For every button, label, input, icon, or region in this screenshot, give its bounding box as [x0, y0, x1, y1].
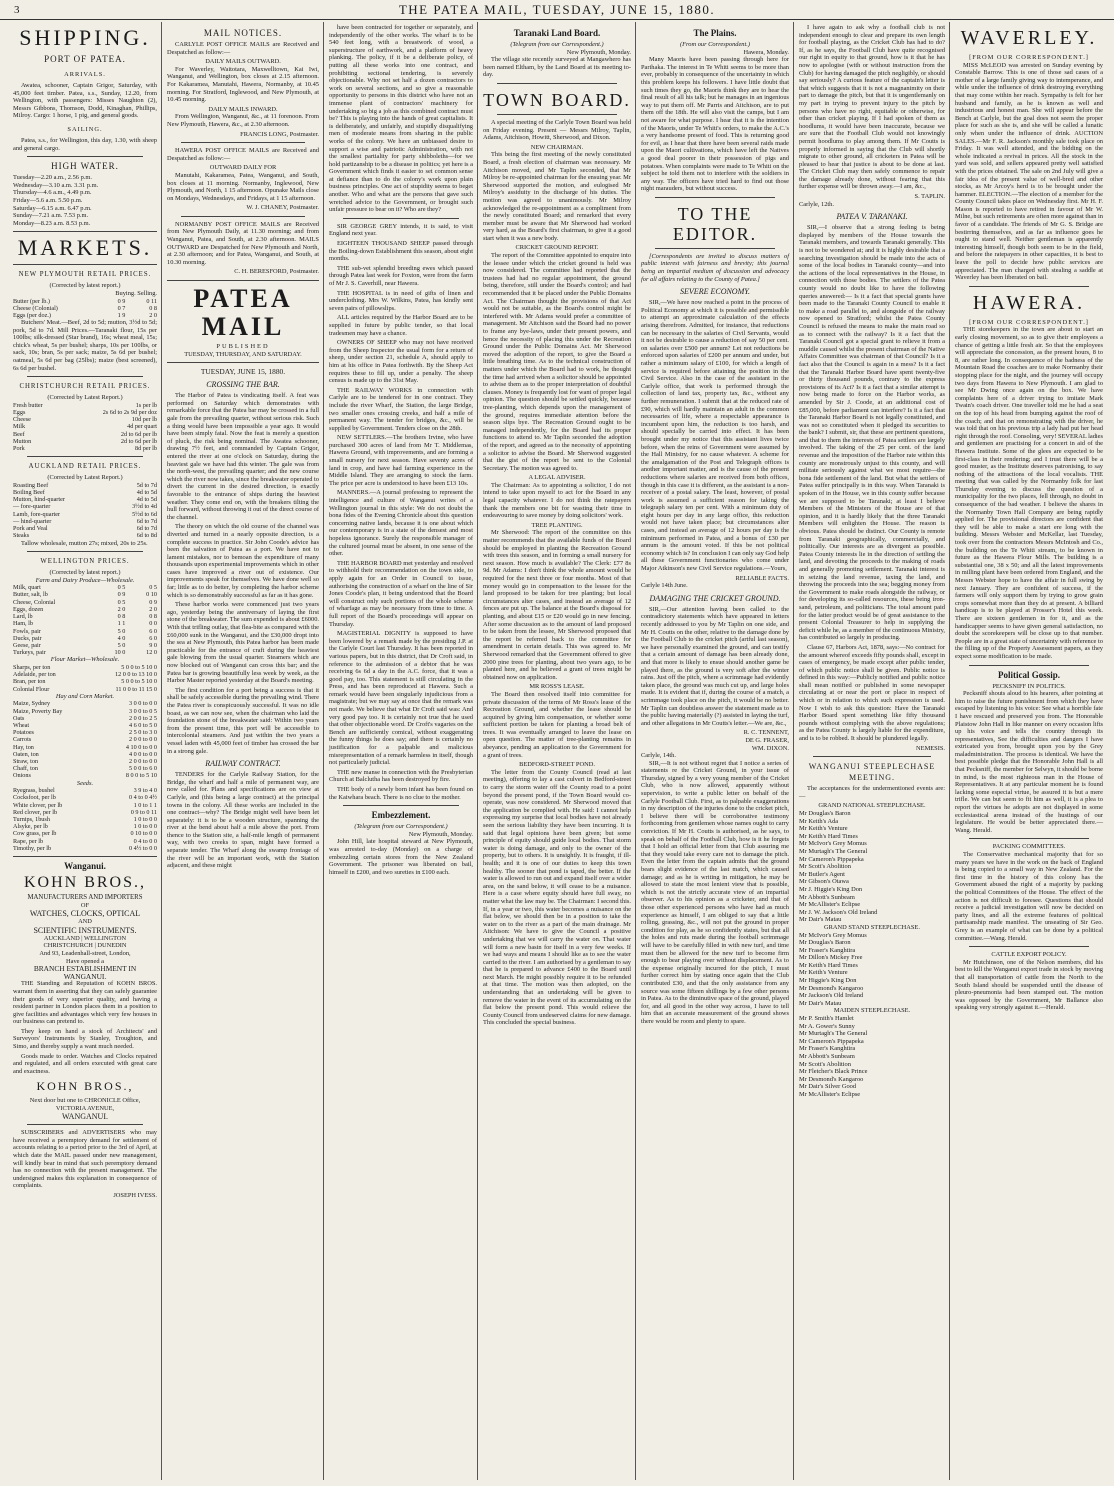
- table-row: Colonial Flour 11 0 0 to 11 15 0: [13, 685, 157, 693]
- embezzlement-heading: Embezzlement.: [371, 810, 431, 821]
- divider: [343, 218, 459, 219]
- list-item: Mr Cameron's Pippapeka: [799, 855, 864, 863]
- table-row: Cheese, Colonial 0 5 0 9: [13, 598, 157, 606]
- list-item: Mr Gibson's Otawa: [799, 878, 849, 886]
- np-retail-text: Butchers' Meat.—Beef, 2d to 5d; mutton, 3½d to 5d; pork, 5d to 7d. Mill Prices.—Taranaki flour, 15s per 100lbs; silk-dressed (Star brand), 16s; wheat meal, 15s; chick's wheat, 5s per bushel; sharps, 10s per 100lbs, or sack, 10s; bran, 5s per sack; maize, 5s 6d per bushel; oatmeal, 5s 6d per bag (25lbs); maize (best screened), 6s 6d per bushel.: [13, 319, 157, 372]
- pvt-paragraph: SIR,—I observe that a strong feeling is being displayed by members of the House towards the Taranaki members, and towards Taranaki generally. This is not to be wondered at; and it is highly desirable that a searching investigation should be made into the acts of some of the local bodies in Taranaki county—and into the actions of the local representatives in the House, in connection with those bodies. The settlers of the Patea county would no doubt like to have the following queries answered:— Is it a fact that special grants have been made to the Taranaki County Council to enable it to make a road parallel to, and alongside of the railway now opened to Stratford; whilst the Patea County Council is refused the means to make the main road so as to connect with the railway? Is it a fact that the Taranaki Council got a special grant to relieve it from a muddle caused whilst the present chairman of the Native Affairs Committee was chairman of that Council? Is it a fact also that the Council is again in a mess? Is it a fact that the Taranaki Harbor Board have spent twenty-five or thirty thousand pounds, contrary to the express provisions of its Act? Is it a fact that a similar attempt is now being made to force on the Harbor works, as amended by Sir J. Coode, at an additional cost of £85,000, before parliament can interfere? Is it a fact that the Taranaki Harbor Board is not legally constituted, and was not so constituted when it pledged its securities to the bank? I submit, sir, that these are pertinent questions, and that to them the interests of Patea settlers are largely involved. The taking of the 25 per cent. of the land revenue and the imposition of the Harbor rate within this county are monstrously unjust to this county, and will militate seriously against what we most require—the bona fide settlement of the land. But what the settlers of Patea suffer principally is in this way. When Taranaki is spoken of in the House, we in this county suffer because we are supposed to be Taranaki; at least I believe Members of the Ministers of the House are of that opinion, and it is hardly likely that the three Taranaki Members will enlighten the House. The reason is obvious. Patea should be distinct. Our County is remote from Taranaki geographically, commercially, and politically. Our interests are as divergent as possible. Patea County interests lie in the direction of settling the land, and devoting the proceeds to the making of roads and generally promoting settlement. Taranaki interest is in seizing the land revenue, taxing the land, and throwing the proceeds into the sea; begging money from the Government to make roads alongside the railway, or for developing its so-called resources, these being iron-sand, petroleum, and politicians. The total amount paid for the latter product would be of great assistance to the present Colonial Treasurer to help in supplying the deficit while he, as a member of the continuous Ministry, has contributed so largely in producing.: [799, 224, 946, 642]
- table-row: Cheese 10d per lb: [13, 416, 157, 424]
- auck-retail-text: Tallow wholesale, mutton 27s; mixed, 20s to 25s.: [21, 539, 148, 547]
- wanganui-heading: Wanganui.: [64, 860, 106, 871]
- table-row: Maize, Poverty Bay 3 0 0 to 0 5: [13, 707, 157, 715]
- table-row: Mutton 2d to 6d per lb: [13, 437, 157, 445]
- damaging-paragraph: SIR,—It is not without regret that I notice a series of statements re the Cricket Ground, in your issue of Thursday, signed by a very young member of the Cricket Club, who is now allowed, apparently without supervision, to write a public letter on behalf of the Carlyle Football Club. First, as to palpable exaggerations in my description of the injuries done to the cricket pitch, I believe there will be corroborative testimony forthcoming from gentlemen whose names ought to carry conviction. If Mr H. Coutts is authorised, as he says, to speak on behalf of the Football Club, how is it he forgets that I hold an official letter from that Club assuring me that they would take every care not to damage the pitch. Even the letter from the captain admits that the ground bears slight evidence of the last match, which caused damage; and as he is writing in mitigation, he may be allowed to state the most lenient view that is possible, which is not the strictly accurate view of an impartial observer. As to his opinion as a cricketer, and that of those other experienced persons who have had as much experience as himself, I am obliged to say that a little rolling, grassing, &c., will not put the ground in proper condition for play, as he so confidently states, but that all the holes and ruts made during the football scrimmage will have to be carefully filled in with new turf, and time must then be allowed for the new turf to become firm enough to bear playing over without displacement. As to the expense originally incurred for the pitch, I must further correct him by stating once again that the Club contributed £30, and that the only assistance from any source was some fifteen shillings by a few other persons in Patea. As to the diminutive space of the ground, played for, and all good in the other way across, I have to tell him that an accurate measurement of the ground shows there would be room and plenty to spare.: [641, 759, 789, 1025]
- hay-table: [13, 700, 157, 779]
- list-item: Mr McIvor's Grey Momus: [799, 931, 867, 939]
- high-water-line: Saturday—6.15 a.m. 6.47 p.m.: [13, 204, 92, 212]
- damaging-sign: WM. DIXON.: [751, 744, 789, 752]
- auck-retail-table: [13, 482, 157, 540]
- tb-paragraph: A special meeting of the Carlyle Town Board was held on Friday evening. Present — Messrs Milroy, Taplin, Adams, Aitchison, Howitt, Sherwood, and Dixon.: [483, 118, 631, 142]
- list-item: Mr Murtagh's The General: [799, 1030, 868, 1038]
- kohn-sub: WATCHES, CLOCKS, OPTICAL: [29, 909, 141, 919]
- table-row: Steaks 6d to 8d: [13, 532, 157, 540]
- packing-heading: PACKING COMMITTEES.: [992, 843, 1066, 851]
- wsm-heading: WANGANUI STEEPLECHASE MEETING.: [808, 762, 936, 783]
- pvt-paragraph: Clause 67, Harbors Act, 1878, says:—No contract for the amount whereof exceeds fifty pounds shall, except in cases of emergency, be made except after public tender, of which public notice shall be given. Public notice is defined in this way:—Publicly notified and public notice shall mean notified or published in some newspaper circulating at or near the port or place in respect of which or in relation to which such expression is used. Now I wish to ask this question: Have the Taranaki Harbor Board spent something like fifty thousand pounds without complying with the above regulations; as the Patea County is largely liable for the expenditure, and is to be robbed. It should be plundered legally.: [799, 643, 945, 743]
- divider: [167, 280, 319, 281]
- np-retail-table: [13, 298, 157, 320]
- embezzlement-sub: (Telegram from our Correspondent.): [354, 823, 448, 831]
- hawera-out-heading: OUTWARD DAILY FOR: [209, 164, 277, 172]
- seeds-heading: Seeds.: [76, 779, 94, 787]
- table-row: Maize, Sydney 3 0 0 to 0 0: [13, 700, 157, 708]
- packing-paragraph: The Conservative mechanical majority that for so many years we have in the work on the back of England is being copied to a small way in New Zealand. For the first time in the history of this colony has the Government abused the right of a majority by packing the political Committees of the House. The effect of the action is not difficult to foresee. Questions that should receive a judicial investigation will now be decided on party lines, and all the extreme features of political partisanship made manifest. The unseating of Sir Geo. Grey is an example of what can be done by a political committee.—Wang. Herald.: [955, 851, 1103, 942]
- kohn-sub: BRANCH ESTABLISHMENT IN WANGANUI.: [33, 964, 137, 981]
- news-item: SIR GEORGE GREY intends, it is said, to visit England next year.: [329, 222, 473, 238]
- railway-paragraph: TENDERS for the Carlyle Railway Station, for the Bridge, the wharf and half a mile of permanent way, are now called for. Plans and specifications are on view at Carlyle, and (this being a large contract) at the principal towns in the colony. All these works are included in the one contract—why? The Bridge might well have been let separately: it is to be a wooden structure, spanning the river at the bend about half a mile above the port. From thence to the Station site, a half-mile length of permanent way, with two creeks to span, might have formed a separate tender. The Wharf along the swamp frontage of the river will be an important work, with the Station adjacent, and these might: [167, 771, 319, 870]
- damaging-sign: DE G. FRASER,: [745, 736, 789, 744]
- news-item: EIGHTEEN THOUSAND SHEEP passed through the Boiling-down Establishment this season, about eight months.: [329, 240, 473, 263]
- table-row: Eggs (per doz.) 1 9 2 0: [13, 311, 157, 319]
- pecksniff-heading: PECKSNIFF IN POLITICS.: [992, 682, 1066, 690]
- tb-subhead: BEDFORD-STREET POND.: [519, 761, 595, 769]
- divider: [497, 83, 617, 84]
- hawera-paragraph: THE storekeepers in the town are about to start an early closing movement, so as to give their employees a chance of getting a little fresh air. So that the employees will appreciate the concession, as the present hours, 8 to 8, are rather long. In consequence of the badness of the Mountain Road the coaches are to make Normanby their stopping place for the night, and the journey will occupy two days from Hawera to New Plymouth. I am glad to see Mr Dwing once again on the box. We have complaints here of a driver trying to imitate Mark Twain's coach driver. One traveller told me he had a seat on the top of his head from bumping against the roof of the coach; and that on remonstrating with the driver, he was told that on his previous trip a lady had put her head right through the roof. Consoling, very! SEVERAL ladies and gentlemen are practising for a concert in aid of the Hawera Institute. Some of the glees are expected to be first-class in their rendering; and I trust there will be a good muster, as the Institute deserves patronising, to say nothing of the attractions of the local vocalists. THE meeting that was called by the Normanby folk for last Thursday evening to discuss the question of a municipality for the two places, fell through, no doubt in consequence of the bad weather. I believe the shares in the Normanby Town Hall Company are being rapidly applied for. The provisional directors are confident that they will be able to make a start ere long with the building. Messrs Webster and McKellar, last Tuesday, took over from the contractors Messrs McIntosh and Co., the building on the Te Whiti stream, to be known in future as the Hawera Flour Mills. The building is a substantial one, 38 x 50; and all the latest improvements in milling plant have been ordered from England, and the Messrs Webster hope to have the affair in full swing by next January. They are confident of success, if the farmers will only support them by trying to grow grain crops somewhat more than they do at present. A billiard handicap is to be played at Prosser's Hotel this week. There are sixteen gentlemen in for it, and as the handicapper seems to have given general satisfaction, no doubt the scorekeepers will be close up to that number. People are in a great state of uncertainty with reference to the filling up of the Property Assessment papers, as they expect some modification to be made.: [955, 326, 1103, 660]
- table-row: Roasting Beef 5d to 7d: [13, 481, 157, 489]
- auck-retail-sub: (Corrected by Latest Report.): [47, 474, 123, 482]
- column-5: [638, 24, 792, 1478]
- list-item: Mr Dillon's Mickey Free: [799, 954, 863, 962]
- list-item: Mr Fletcher's Black Prince: [799, 1068, 868, 1076]
- ch-retail-heading: CHRISTCHURCH RETAIL PRICES.: [19, 383, 151, 391]
- divider: [13, 264, 157, 265]
- daily-in-sign: FRANCIS LONG, Postmaster.: [240, 130, 319, 138]
- masthead: [0, 0, 1114, 20]
- kohn-footer-line: WANGANUI.: [62, 1111, 108, 1121]
- column-rule: [793, 22, 794, 1480]
- table-row: Milk, quart 0 5 0 5: [13, 584, 157, 592]
- news-item: ALL articles required by the Harbor Board are to be supplied in future by public tender, so that local tradesmen may have a chance.: [329, 314, 473, 337]
- high-water-line: Monday—8.23 a.m. 8.53 p.m.: [13, 219, 91, 227]
- list-item: Mr Jackson's Old Ireland: [799, 992, 864, 1000]
- table-row: Beef 2d to 6d per lb: [13, 430, 157, 438]
- divider: [27, 376, 143, 377]
- well-sub: (Corrected by latest report.): [49, 569, 121, 577]
- table-row: Lamb, fore-quarter 5½d to 6d: [13, 510, 157, 518]
- divider: [13, 856, 157, 857]
- political-gossip-heading: Political Gossip.: [997, 669, 1060, 680]
- column-rule: [635, 22, 636, 1480]
- severe-heading: SEVERE ECONOMY.: [680, 287, 750, 297]
- arrivals-heading: ARRIVALS.: [64, 71, 106, 78]
- column-rule: [323, 22, 324, 1480]
- severe-sign: RELIABLE FACTS.: [735, 574, 789, 582]
- divider: [969, 665, 1089, 666]
- column-rule: [949, 22, 950, 1480]
- kohn-sub: AND: [78, 918, 92, 926]
- table-row: Potatoes 2 5 0 to 3 0: [13, 729, 157, 737]
- port-heading: PORT OF PATEA.: [44, 54, 126, 64]
- letter-paragraph: I have again to ask why a football club is not independent enough to clear and prepare its own length for football playing, as the Cricket Club has had to do? If, as he says, the Football Club have quite recognised our right in equity to that ground, how is it that he has now to apologise (with or without instruction from the Club) for having damaged the pitch negligibly, or should say seriously? A curious feature of the captain's letter is that which suggests that it is not a magnanimity on their part to damage the pitch, but that it is ungentlemanly on my part in trying to prevent injury to the pitch by persons who have no right, equitable or otherwise, for other than cricket playing. If I had spoken of them as hoodlums, it would have been inaccurate, because we are sure that the Football Club would not knowingly permit hoodlums to play among them. If Mr Coutts is properly informed in saying that the Club will shortly migrate to other ground, all cricketers in Patea will be pleased to hear that justice is about to be done at last. The Cricket Club may then safely commence to repair the damage already done, without fearing that this further expense will be thrown away.—I am, &c.,: [799, 24, 945, 191]
- divider: [181, 142, 305, 143]
- daily-in-heading: DAILY MAILS INWARD.: [208, 105, 278, 113]
- ch-retail-table: [13, 402, 157, 452]
- list-item: Mr Abbott's Sunbeam: [799, 1053, 855, 1060]
- normanby-mail-text: NORMANBY POST OFFICE MAILS are Received from New Plymouth Daily, at 11.30 morning; and from Wanganui, Patea, and South, at 2.30 afternoon. MAILS OUTWARD are Despatched for New Plymouth and North, at 2.30 afternoon; and for Patea, Wanganui, and South, at 10.30 morning.: [167, 220, 319, 266]
- pecksniff-paragraph: Pecksniff shouts aloud to his hearers, after pointing at him to raise the future punishment from which they have escaped by listening to his voice: See what a horrible fate I have rescued and preserved you from. The Honorable Plaistow John Hall in like manner on every occasion lifts up his voice and tells the country through its representatives, See the difficulties and dangers I have extricated you from, brought upon you by the Grey maladministration. The process is identical. We have the best possible pledge that the Honorable John Hall is all that Pecksniff, the member for Selwyn, it should be borne in mind, is the most righteous man in the House of Representatives. It at any particular moment he is found lacking some especial virtue, be assured it is but a mere trifle. We can but seem to fit him as well, it is a plea to report the virtues he adopts are not displayed in some ecclesiastical arena instead of the hustings of our legislature. He would be better appreciated there.—Wang. Herald.: [955, 690, 1103, 834]
- column-rule: [477, 22, 478, 1480]
- list-item: Mr J. W. Jackson's Old Ireland: [799, 908, 878, 916]
- seeds-table: [13, 787, 157, 852]
- table-row: Butter (per lb.) 0 9 0 11: [13, 297, 157, 305]
- table-row: Eggs 2s 6d to 2s 9d per doz: [13, 409, 157, 417]
- list-item: Mr Abbott's Sunbeam: [799, 893, 855, 901]
- table-row: Boiling Beef 4d to 5d: [13, 489, 157, 497]
- flour-heading: Flour Market—Wholesale.: [50, 656, 120, 664]
- crossing-paragraph: The Harbor of Patea is vindicating itself. A feat was performed on Saturday which demonstrates with remarkable force that the Patea bar may be crossed in a full gale from the prevailing quarter, without serious risk. Such a thing would have been impossible a year ago. It would have been simply fatal. Now the feat is merely a question of pluck, the risk being nominal. The Awatea schooner, drawing 7½ feet, and commanded by Captain Grigor, entered the river at one o'clock on Saturday, during the heaviest gale we have had this winter. The gale was from the north-west, the prevailing quarter; and the new course which the river now takes, since the breakwater operated to divert the current in the desired direction, is exactly favorable to the entrance of ships during the heaviest weather. They come end on, with the breakers tilting the hull forward, without throwing it out of the direct course of the channel.: [167, 392, 319, 521]
- table-row: Cheese (Colonial) 0 7 0 8: [13, 304, 157, 312]
- tlb-sub: (Telegram from our Correspondent.): [510, 41, 604, 48]
- ms-list: [799, 1015, 945, 1099]
- table-row: Adelaide, per ton 12 0 0 to 13 10 0: [13, 671, 157, 679]
- column-1: [10, 24, 160, 1478]
- railway-heading: RAILWAY CONTRACT.: [205, 759, 281, 769]
- tb-paragraph: The Board then resolved itself into committee for private discussion of the terms of Mr Ross's lease of the Recreation Ground, and whether the lease should be acquired by giving him compensation, or whether some sufficient portion be taken for planting a broad belt of trees. It was eventually arranged to leave the lease on open question. The matter of tree-planting remains in abeyance, pending an application to the Government for a grant of trees.: [483, 690, 631, 759]
- news-item: MAGISTERIAL DIGNITY is supposed to have been lowered by a remark made by the presiding J.P. at the Carlyle Court last Thursday. It has been reported in various papers, but in this district, that Dr Croft said, in reference to the admission of a debtor that he was receiving 6s 6d a day in the A.C. force, that it was a good pay, too. This statement is still circulating in the Press, and has been reproduced at Hawera. Such a remark would have been singularly injudicious from a magistrate; but we may say at once that the remark was not made. We believe that what Dr Croft said was: And very good pay too. It is certainly not true that he used that other objectionable word. Dr Croft's vagaries on the Bench are sufficiently comical, without exaggerating the funny things he does say; and there is certainly no justification for a palpable and malicious misrepresentation of a remark harmless in itself, though not particularly judicial.: [329, 630, 474, 767]
- carlyle-mail-text: CARLYLE POST OFFICE MAILS are Received and Despatched as follow:—: [167, 41, 319, 56]
- well-table: [13, 584, 157, 656]
- list-item: Mr Scott's Abolition: [799, 1060, 851, 1068]
- tb-subhead: NEW CHAIRMAN.: [530, 143, 584, 151]
- np-retail-sub: (Corrected by latest report.): [49, 282, 121, 290]
- gns-list: [799, 810, 945, 924]
- arrivals-text: Awatea, schooner, Captain Grigor, Saturday, with 45,000 feet timber. Patea, s.s., Sunday, 12.20, from Wellington, with passengers: Misses Naughton (2), Messrs Gibbons, Thomson, Dodd, Kinaghan, Phillips, Milroy. Cargo: 1 horse, 1 pig, and general goods.: [13, 82, 157, 120]
- table-row: Pork 8d per lb: [13, 445, 157, 453]
- markets-heading: MARKETS.: [17, 235, 153, 261]
- np-retail-heading: NEW PLYMOUTH RETAIL PRICES.: [18, 271, 152, 279]
- subscribers-notice: SUBSCRIBERS and ADVERTISERS who may have received a peremptory demand for settlement of accounts relating to a period prior to the 3rd of April, at which date the MAIL passed under new management, will kindly bear in mind that such peremptory demand has no connection with the present management. The undersigned makes this explanation in consequence of complaints.: [13, 1129, 157, 1190]
- table-row: Lard, lb 0 8 0 8: [13, 613, 157, 621]
- table-row: Onions 8 0 0 to 5 10: [13, 772, 157, 780]
- table-row: Sharps, per ton 5 0 0 to 5 10 0: [13, 663, 157, 671]
- hay-heading: Hay and Corn Market.: [55, 692, 115, 700]
- flour-table: [13, 664, 157, 693]
- table-row: Eggs, dozen 2 0 2 0: [13, 605, 157, 613]
- kohn-sub: Have opened a: [66, 957, 104, 965]
- table-row: Oats 2 0 0 to 2 5: [13, 714, 157, 722]
- list-item: Mr Douglas's Baron: [799, 939, 851, 947]
- table-row: Butter, salt, lb 0 9 0 10: [13, 591, 157, 599]
- table-row: Oaten, ton 4 0 0 to 0 0: [13, 750, 157, 758]
- table-row: — fore-quarter 3½d to 4d: [13, 503, 157, 511]
- column-6: [796, 24, 948, 1478]
- kohn-footer-line: VICTORIA AVENUE,: [55, 1105, 115, 1113]
- list-item: Mr Desmond's Kangaroo: [799, 1075, 864, 1083]
- list-item: Mr Dair's Silver Good: [799, 1083, 857, 1091]
- tb-paragraph: The Chairman: As to appointing a solicitor, I do not intend to take upon myself to act for the Board in any legal capacity whatever. I do not think the ratepayers thank the members one bit for wasting their time in endeavouring to save money by doing solicitors' work.: [483, 481, 631, 520]
- news-item: THE RAILWAY WORKS in connection with Carlyle are to be tendered for in one contract. They include the river Wharf, the Station, the large Bridge, two smaller ones crossing creeks, and half a mile of permanent way. The tender for bridges, &c., will be supplied by Government. Tenders close on the 28th.: [329, 386, 473, 432]
- wsm-intro: The acceptances for the undermentioned events are:—: [799, 785, 945, 800]
- table-row: Timothy, per lb 0 4½ to 0 0: [13, 844, 157, 852]
- table-row: Ryegrass, bushel 3 9 to 4 0: [13, 787, 157, 795]
- divider: [969, 286, 1089, 287]
- patea-days: TUESDAY, THURSDAY, AND SATURDAY.: [184, 350, 302, 358]
- list-item: Mr McAllister's Eclipse: [799, 901, 861, 909]
- tlb-paragraph: The village site recently surveyed at Mangawhero has been named Eltham, by the Land Board at its meeting to-day.: [483, 56, 631, 79]
- hawera-out-text: Manutahi, Kakaramea, Patea, Wanganui, and South, box closes at 11 morning. Normanby, Inglewood, New Plymouth, and North, 1 15 afternoon. Opunake Mails close on Mondays, Wednesdays, and Fridays, at 1 15 afternoon.: [167, 171, 319, 202]
- tlb-heading: Taranaki Land Board.: [513, 28, 601, 38]
- news-item: NEW SETTLERS.—The brothers Irvine, who have purchased 300 acres of land from Mr T. Middlemas, Hawera Ground, with improvements, and are forming a small nursery for next season. Have seventy acres of land in crop, and have had farming experience in the Middle Island. They are arranging to stock the farm. The price per acre is understood to have been £13 10s.: [329, 434, 473, 487]
- plains-loc: Hawera, Monday.: [743, 48, 789, 56]
- table-row: Milk 4d per quart: [13, 423, 157, 431]
- gns-heading: GRAND NATIONAL STEEPLECHASE.: [818, 802, 926, 810]
- letter-loc: Carlyle, 12th.: [799, 200, 834, 208]
- severe-paragraph: SIR,—We have now reached a point in the process of Political Economy at which it is possible and permissible to attempt an approximate calculation of the effects arising therefrom. Admitted, for instance, that reductions can be necessary in the salaries of Civil Servants, would it not be desirable to cause a reduction of say 50 per cent. on salaries over £500 per annum? Let not reductions be enforced upon salaries of £200 per annum and under, but rather a minimum salary of £100, for which a length of service is required before attaining the position in the Civil Service. Also in the case of the assistant in the Carlyle office, that work is performed through the collection of land tax, property tax, &c., without any further remuneration. I submit that at the reduced rate of £90, which will hardly maintain an adult in the common necessaries of life, where a respectable appearance is incumbent upon him, the reduction is too harsh, and should specially be carried into effect. It has been brought under my notice that this assistant lives twice before, when the reins of Government were assumed by the Hall Ministry, for no cause whatever. A scheme for the amalgamation of the Post and Telegraph offices is another important matter, and is the cause of the present reductions where salaries are received from both offices, though in this case it is different, as the assistant is a non-receiver of a postal salary. The least, however, of postal work is assumed a sufficient reason for taking the telegraph salary ten per cent. With a minimum duty of eight hours per day in any large office, this reduction would not have taken place; but circumstances alter cases, and instead an average of 12 hours per day is the minimum performed in Patea, and a bonus of £30 per annum is the amount voted. If this be not political economy which is? In conclusion I can only say God help all these Government functionaries who come under Major Atkinson's new Civil Service regulations.—Yours,: [641, 299, 790, 573]
- kohn-footer-line: Next door but one to CHRONICLE Office,: [29, 1097, 141, 1105]
- high-water-line: Tuesday—2.20 a.m., 2.56 p.m.: [13, 174, 92, 182]
- list-item: Mr Murtagh's The General: [799, 847, 868, 855]
- list-item: Mr Keith's Venture: [799, 969, 848, 977]
- tb-paragraph: Mr Sherwood: The report of the committee on this matter recommends that the available funds of the Board should be employed in planting the Recreation Ground with trees this season, and in forming a small nursery for next season. How much is available? The Clerk: £77 8s 9d. Mr Adams: I don't think the whole amount would be required for the next three or four months. Most of that money would go in compensation to the lessee for the land proposed to be taken for tree planting; but local circumstances alter cases, and instead an average of 12 fences are put up. The balance at the Board's disposal for planting, and about £15 or £20 would go in new fencing. After some discussion as to the amount of land proposed to be taken from the lessee, Mr Sherwood proposed that the report be referred back to the committee for amendment in certain details. This was agreed to. Mr Sherwood remarked that the Government offered to give 2000 pine trees for planting, about two years ago, to be planted here, and he believed a grant of trees might be obtained now on application.: [483, 529, 631, 681]
- hawera-sign: W. J. CHANEY, Postmaster.: [246, 204, 319, 212]
- news-item: THE HARBOR BOARD met yesterday and resolved to withhold their recommendation on the town side, to apply again for an Order in Council to issue, authorising the construction of a wharf on the line of Sir Jones Coode's plan, it being understood that the Board will construct only such portions of the whole scheme of wharfage as may be necessary from time to time. A full report of the Board's proceedings will appear on Thursday.: [329, 559, 473, 628]
- tb-subhead: CRICKET GROUND REPORT.: [515, 244, 599, 252]
- news-item: THE new manse in connection with the Presbyterian Church at Balclutha has been destroyed by fire.: [329, 768, 473, 784]
- pvt-sign: NEMESIS.: [916, 744, 945, 752]
- divider: [181, 216, 305, 217]
- waverley-sub: [FROM OUR CORRESPONDENT.]: [969, 54, 1089, 61]
- crossing-paragraph: The first condition for a port being a success is that it shall be safely accessible during the prevailing wind. There the Patea river is conspicuously successful. It was no idle boast, as we can now see, when the chairman who laid the foundation stone of the breakwater said: Within two years from the present time, this port will be accessible to intercolonial steamers. And just within the two years a vessel laden with 45,000 feet of timber has crossed the bar in a strong gale.: [167, 686, 319, 755]
- kohn-text: They keep on hand a stock of Architects' and Surveyors' Instruments by Stanley, Troughton, and Simo, and thereby supply a want much needed.: [13, 1027, 157, 1051]
- well-sub2: Farm and Dairy Produce—Wholesale.: [35, 576, 135, 584]
- list-item: Mr Douglas's Baron: [799, 810, 851, 817]
- divider: [813, 756, 931, 757]
- table-row: Ham, lb 1 1 0 0: [13, 620, 157, 628]
- town-board-heading: TOWN BOARD.: [483, 89, 631, 110]
- list-item: Mr Dair's Matau: [799, 999, 842, 1007]
- divider: [27, 1124, 143, 1125]
- tlb-loc: New Plymouth, Monday.: [566, 48, 631, 56]
- waverley-paragraph: MISS McLEOD was arrested on Sunday evening by Constable Barrow. This is one of those sad cases of a mother of a large family giving way to intemperance, and while under the influence of drink destroying everything that may come within her reach. Sympathy is felt for her husband and family, as he is known as well and industrious and honest man. She will appear before the Bench at Carlyle, but the goal does not seem the proper place for such as she is, and she will be called a lunatic only when under the influence of drink. AUCTION SALES.—Mr F. R. Jackson's monthly sale took place on Friday. It was well attended, and the bidding on the whole indicated a revival in prices. All the stock in the yard was sold, and sellers appeared pretty well satisfied with the prices obtained. The sale on 2nd July will give a fair idea of the present value of well-bred and other stocks, as Mr Arcoy's herd is to be brought under the hammer. ELECTION.—The election of a member for the County Council takes place on Wednesday first. Mr H. F. Mason is reported to have retired in favour of Mr W. Milne, but such retirements are often more against than in favor of a candidate. The friends of Mr G. S. Bridge are bestirring themselves, and as far as influence goes he ought to stand well. Neither gentleman is apparently interesting himself, though both seem to be in the field, and before the ratepayers in other capacities, it is best to leave the poll to decide how public services are appreciated. The man charged with stealing a saddle at Waverley has been liberated on bail.: [955, 61, 1104, 282]
- list-item: Mr Desmond's Kangaroo: [799, 984, 864, 992]
- severe-loc: Carlyle 14th June.: [641, 582, 688, 590]
- column-rule: [161, 22, 162, 1480]
- shipping-heading: SHIPPING.: [19, 25, 151, 50]
- column-4: [480, 24, 634, 1478]
- kohn-sub: CHRISTCHURCH | DUNEDIN: [43, 942, 127, 950]
- table-row: Cow grass, per lb 0 10 to 0 0: [13, 830, 157, 838]
- divider: [343, 805, 459, 806]
- table-row: Ducks, pair 4 0 6 0: [13, 634, 157, 642]
- masthead-title: THE PATEA MAIL, TUESDAY, JUNE 15, 1880.: [398, 1, 716, 17]
- table-row: Alsyke, per lb 1 0 to 0 0: [13, 823, 157, 831]
- ms-heading: MAIDEN STEEPLECHASE.: [833, 1007, 911, 1015]
- table-row: Pork and Veal 6d to 7d: [13, 525, 157, 533]
- table-row: — hind-quarter 6d to 7d: [13, 517, 157, 525]
- news-item: MANNERS.—A journal professing to represent the intelligence and culture of Wanganui writes of a Wellington journal in this style: We do not doubt the bona fides of the Evening Chronicle about this question concerning native lands, because it is one about which our contemporary is in a state of the densest and most hopeless ignorance. Surely the responsible manager of the cultured journal must be absent, in one sense of the other.: [329, 489, 473, 558]
- subscribers-sign: JOSEPH IVESS.: [113, 1191, 157, 1199]
- table-row: Mutton, hind-quarter 4d to 5d: [13, 496, 157, 504]
- kohn-text: Goods made to order. Watches and Clocks repaired and regulated, and all orders executed with great care and exactness.: [13, 1052, 157, 1075]
- damaging-loc: Carlyle, 14th.: [641, 752, 676, 760]
- kohn-heading: KOHN BROS.,: [23, 873, 146, 891]
- table-row: Straw, ton 2 0 0 to 0 0: [13, 757, 157, 765]
- damaging-heading: DAMAGING THE CRICKET GROUND.: [649, 593, 781, 603]
- normanby-sign: C. H. BERESFORD, Postmaster.: [234, 268, 319, 276]
- embezzlement-loc: New Plymouth, Monday.: [408, 830, 473, 838]
- divider: [655, 248, 775, 249]
- column-2: [164, 24, 322, 1478]
- gss-list: [799, 932, 945, 1008]
- table-row: White clover, per lb 1 0 to 1 1: [13, 801, 157, 809]
- plains-heading: The Plains.: [693, 28, 737, 38]
- table-row: Turkeys, pair 10 0 12 0: [13, 649, 157, 657]
- divider: [969, 946, 1089, 947]
- editor-note: [Correspondents are invited to discuss matters of public interest with fairness and brevity; this journal being an impartial medium of discussion and advocacy for all affairs relating to the County of Patea.]: [641, 252, 789, 283]
- list-item: Mr Keith's Ada: [799, 817, 839, 825]
- high-water-line: Friday—5.6 a.m. 5.50 p.m.: [13, 196, 83, 204]
- tb-paragraph: The letter from the County Council (read at last meeting), offering to lay a cast culvert in Bedford-street to carry the storm water off the County road to a point beyond the present pond, if the Town Board would co-operate, was now considered. Mr Sherwood moved that the application be complied with. He said: I cannot help expressing my surprise that local bodies have not already seen the serious liability they have been incurring. It is said that legal opinions have been given; but some principle of equity should guide local bodies. That storm water is doing damage, and only to the owner of the property, but to others. It is unsightly. It is fraught, if ill-health; and it is one of our duties to keep this town healthy. The sooner that pond is taped, the better. If the water is allowed to run out and expand itself over a wider area, on the sand below, it will cease to be a nuisance. Here is a case where equity should have full sway, no matter what the law may be. The Chairman: I second this. If, in a year or two, this water becomes a nuisance on the flat below, we should then be in a position to take the water on to the river as a part of the main drainage. Mr Aitchison: We have to give the Council a positive undertaking that we will carry the water on. That water will form a new basin for itself in a very few weeks. If we had ways and means I should like as to see the water carried to the river. I am authorised by a gentleman to say that he is prepared to advance £400 to the Board until next March. He might possibly require it to be refunded at that time. The motion was then adopted, on the understanding that an undertaking will be given to remove the water in the event of its accumulating on the flat below the present pond. This would relieve the County Council from undeserved claims for new damage. This concluded the special business.: [483, 768, 632, 1027]
- news-item: THE HOSPITAL is in need of gifts of linen and underclothing. Mrs W. Wilkins, Patea, has kindly sent seven pairs of pillowslips.: [329, 289, 473, 312]
- divider: [27, 456, 143, 457]
- table-row: Fresh butter 1s per lb: [13, 401, 157, 409]
- list-item: Mr Keith's Hard Times: [799, 832, 858, 840]
- kohn-text: THE Standing and Reputation of KOHN BROS. warrant them in asserting that they can safely guarantee their goods of very superior quality, and having a resident partner in London places them in a position to give facilities and advantages which very few houses in our business can pretend to.: [13, 980, 157, 1026]
- table-row: Red clover, per lb 0 9 to 0 11: [13, 808, 157, 816]
- table-row: Chaff, ton 5 0 0 to 6 0: [13, 765, 157, 773]
- list-item: Mr A. Gower's Sunny: [799, 1022, 855, 1030]
- cattle-paragraph: Mr Hutchinson, one of the Nelson members, did his best to kill the Wanganui export trade in stock by moving that all transportation of cattle from the North to the South Island should be suspended until the disease of pleuro-pneumonia had been stamped out. The motion was opposed by the Government, Mr Ballance also speaking very strongly against it.—Herald.: [955, 958, 1103, 1012]
- np-retail-cols: Buying. Selling.: [115, 289, 157, 297]
- table-row: Cocksfoot, per lb 0 4 to 0 4½: [13, 794, 157, 802]
- kohn-footer: KOHN BROS.,: [36, 1079, 134, 1094]
- crossing-paragraph: These harbor works were commenced just two years ago, yesterday being the anniversary of laying the first stone of the breakwater. The sum expended is about £6000. With that trifling outlay, that flea-bite as compared with the £60,000 sunk in the Wanganui, and the £30,000 dropt into the sea at New Plymouth, this Patea harbor has been made practicable for the entrance of craft during the heaviest gale blowing from the usual quarter. Steamers which are now blocked out of Wanganui can cross this bar; and the Patea bar is growing beautifully less week by week, as the Harbor Master reported yesterday at the Board's meeting.: [167, 601, 319, 685]
- tb-paragraph: The report of the Committee appointed to enquire into the lessee under which the cricket ground is held was now considered. The committee had reported that the trustees had had no regular appointment, the ground being, therefore, still under the Board's control; and had recommended that it be placed under the Public Domains Act. The Chairman thought the provisions of that Act would not be suitable, as the Board's control might be interfered with. Mr Adams would prefer a committee of management. Mr Aitchison said the Board had no power to frame any bye-laws, under their present powers, and hence the necessity of placing this under the Recreation Ground under the Public Domains Act. Mr Sherwood moved the adoption of the report, to give the Board a little breathing time. As to the technical construction of matters under which the Board had to work, he thought the time had arrived when a solicitor should be appointed to advise them as to the proper interpretation of doubtful clauses. Money is frequently lost for want of proper legal opinion. The question should be settled quickly, because tree-planting, which depends upon the management of the ground, requires immediate attention before the season slips bye. The Recreation Ground ought to be managed independently, for the Board had its proper functions to attend to. Mr Taplin seconded the adoption of the report, and agreed as to the necessity of appointing a solicitor to advise the Board. Mr Sherwood suggested that the gist of the report be sent to the Colonial Secretary. The motion was agreed to.: [483, 252, 631, 472]
- sailing-heading: SAILING.: [67, 125, 103, 133]
- kohn-sub: OF: [80, 901, 90, 909]
- high-water-heading: HIGH WATER.: [51, 161, 119, 172]
- high-water-line: Thursday—4.6 a.m., 4.49 p.m.: [13, 189, 92, 197]
- plains-sub: (From our Correspondent.): [680, 41, 750, 48]
- list-item: Mr Keith's Hard Times: [799, 961, 858, 969]
- kohn-sub: And 93, Leadenhall-street, London,: [39, 949, 131, 957]
- mail-notices-heading: MAIL NOTICES.: [203, 28, 283, 38]
- daily-in-text: From Wellington, Wanganui, &c., at 11 forenoon. From New Plymouth, Hawera, &c., at 2.30 afternoon.: [167, 113, 319, 128]
- editor-heading: TO THE EDITOR.: [672, 203, 758, 244]
- list-item: Mr Butler's Agent: [799, 870, 845, 878]
- damaging-sign: R. C. TENNENT,: [743, 729, 789, 737]
- table-row: Rape, per lb 0 4 to 0 0: [13, 837, 157, 845]
- list-item: Mr Fraser's Kanghtira: [799, 1045, 856, 1053]
- divider: [655, 197, 775, 198]
- high-water-line: Sunday—7.21 a.m. 7.53 p.m.: [13, 212, 89, 220]
- kohn-sub: MANUFACTURERS AND IMPORTERS: [27, 893, 143, 901]
- news-item: OWNERS OF SHEEP who may not have received from the Sheep Inspector the usual form for a return of sheep, under section 21, schedule A, should apply to him at his office in Patea forthwith. By the Sheep Act requires these to fill up, under a penalty. The sheep census is made up to the 31st May.: [329, 339, 473, 385]
- tb-paragraph: This being the first meeting of the newly constituted Board, a fresh election of chairman was necessary. Mr Aitchison moved, and Mr Taplin seconded, that Mr Milroy be re-appointed chairman for the ensuing year. Mr Sherwood supported the motion, and eulogised Mr Milroy's assiduity in the discharge of his duties. The motion was agreed to unanimously. Mr Milroy acknowledged the re-appointment as a compliment from the newly constituted Board; and remarked that every member must be aware that Mr Sherwood had worked very hard, as the Board's first chairman, to give it a good start when it was a new body.: [483, 151, 631, 242]
- kohn-sub: SCIENTIFIC INSTRUMENTS.: [33, 925, 137, 935]
- table-row: Hay, ton 4 10 0 to 0 0: [13, 743, 157, 751]
- sailing-text: Patea, s.s., for Wellington, this day, 1.30, with sheep and general cargo.: [13, 136, 157, 152]
- plains-paragraph: Many Maoris have been passing through here for Parihaka. The interest in Te Whiti seems to be more than ever, probably in consequence of the uncertainty in which this problem keeps his followers. I have little doubt that such times they go, the Maoris think they are to hear the final result of all his talk; but he manages in an ingenious way to put them off. Mr Parris and Aitchison, are to put them off the 18th. He will also visit the camps, but I am not aware for what purpose. I hear that it is the intention of the Maoris, under Te Whiti's orders, to make the A.C.'s a very handsome present of food. This is returning good for evil, as I hear that there have been several raids made upon the Maori cultivations, which have left the Natives a good deal poorer in their possession of pigs and potatoes. When complaints were made to Te Whiti on the subject he told them not to interfere with the soldiers in any way. The officers have tried hard to find out those night marauders, but without success.: [641, 56, 789, 193]
- list-item: Mr Keith's Venture: [799, 825, 848, 833]
- divider: [969, 838, 1089, 839]
- divider: [27, 156, 143, 157]
- editorial-paragraph: have been contracted for together or separately, and independently of the other works. The wharf is to be 540 feet long, with a breastwork of wood, a superstructure of earthwork, and a platform of heavy planking. The policy, if it be a deliberate policy, of putting all these works into one contract, and prohibiting sectional tendering, is severely objectionable. Why not set half a dozen contractors to work on several sections, and so give a reasonable opportunity to persons in this district who have not an immense plant of contractors' machinery for undertaking so big a job as this combined contract must be? This is playing into the hands of great capitalists. It is deliberately, and unfairly, and stupidly disqualifying men of moderate means from sharing in the public works of the colony. We have an unbiassed desire to support a wise and patriotic Administration, with not the smallest partiality for party shibboleths—for we hold partizanship to be a disease in politics; yet here is a Government which finds it easier to set common sense at defiance than to do the colony's work upon plain business principles. One act of stupidity seems to beget another. Who and what are the persons that gave such wretched advice to the Government, or brought such unfair pressure to bear on it? Who are they?: [329, 24, 473, 214]
- table-row: Geese, pair 5 0 9 0: [13, 641, 157, 649]
- kohn-sub: AUCKLAND | WELLINGTON: [43, 934, 127, 942]
- list-item: Mr Fraser's Kanghtira: [799, 946, 856, 954]
- page-number: 3: [14, 3, 20, 16]
- divider: [497, 114, 617, 115]
- list-item: Mr J. Higgie's King Don: [799, 885, 863, 893]
- divider: [13, 231, 157, 232]
- high-water-list: [13, 174, 157, 227]
- daily-out-heading: DAILY MAILS OUTWARD.: [205, 58, 281, 66]
- list-item: Mr Higgie's King Don: [799, 977, 857, 985]
- ch-retail-sub: (Corrected by Latest Report.): [47, 394, 123, 402]
- crossing-paragraph: The theory on which the old course of the channel was diverted and turned in a nearly opposite direction, is a complete success in practice. Sir John Coode's advice has been the salvation of Patea as a port. We have not to lament mistakes, nor to bemoan the expenditure of many thousands upon experimental improvements which in other cases have improved a river out of existence. Our improvements speak for themselves. We have done well so far; little as to do better, by completing the harbor scheme which is so demonstrably successful as far as it has gone.: [167, 523, 319, 599]
- list-item: Mr Scott's Abolition: [799, 863, 851, 871]
- letter-sign: S. TAPLIN.: [914, 193, 945, 201]
- list-item: Mr Cameron's Pippapeka: [799, 1037, 864, 1045]
- table-row: Turnips, 1bush 1 0 to 0 0: [13, 815, 157, 823]
- divider: [27, 551, 143, 552]
- tb-subhead: TREE PLANTING.: [531, 521, 583, 529]
- table-row: Carrots 2 0 0 to 0 0: [13, 736, 157, 744]
- table-row: Fowls, pair 5 0 6 0: [13, 627, 157, 635]
- patea-mail-title: PATEA MAIL: [193, 284, 293, 342]
- patea-published: PUBLISHED: [216, 343, 270, 351]
- damaging-paragraph: SIR,—Our attention having been called to the contradictory statements which have appeared in letters recently addressed to you by Mr Taplin on one side, and Mr H. Coutts on the other, relative to the damage done by the Football Club to the cricket pitch (artful last season), we have personally examined the ground, and can testify that a certain amount of damage has been already done, and that more is likely to ensue should another game be played there, as the ground is very soft after the winter rains. Just off the pitch, where a scrimmage had evidently taken place, the ground was much cut up, and large holes made. It is evident that if, during the course of a match, a scrimmage took place on the pitch, it would be no better. Mr Taplin can doubtless answer the statement made as to the public having materially (?) assisted in laying the turf, and other allegations in Mr Coutts's letter.—We are, &c.,: [641, 605, 790, 727]
- tb-subhead: A LEGAL ADVISER.: [528, 474, 586, 482]
- list-item: Mr Dair's Matau: [799, 916, 842, 924]
- divider: [167, 362, 319, 363]
- list-item: Mr McIvor's Grey Momus: [799, 840, 867, 848]
- well-heading: WELLINGTON PRICES.: [40, 558, 130, 566]
- auck-retail-heading: AUCKLAND RETAIL PRICES.: [28, 463, 142, 471]
- hawera-sub: [FROM OUR CORRESPONDENT.]: [969, 318, 1089, 326]
- daily-out-text: For Waverley, Waitotara, Maxwelltown, Kai Iwi, Wanganui, and Wellington, box closes at 2.15 afternoon. For Kakaramea, Manutahi, Hawera, Normanby, at 10.45 morning. For Stratford, Inglewood, and New Plymouth, at 10.45 morning.: [167, 65, 319, 104]
- waverley-heading: WAVERLEY.: [960, 27, 1098, 49]
- column-3: [326, 24, 476, 1478]
- gss-heading: GRAND STAND STEEPLECHASE.: [824, 923, 920, 931]
- news-item: THE sub-vet splendid breeding ewes which passed through Patea last week for Foxton, were from the farm of Mr J. S. Caverhill, near Hawera.: [329, 264, 473, 287]
- embezzlement-paragraph: John Hill, late hospital steward at New Plymouth, was arrested to-day (Monday) on a charge of embezzling certain stores from the New Zealand Government. The prisoner was liberated on bail, himself in £200, and two sureties in £100 each.: [329, 838, 473, 876]
- crossing-heading: CROSSING THE BAR.: [206, 380, 280, 390]
- date-line: TUESDAY, JUNE 15, 1880.: [200, 367, 286, 377]
- hawera-mail-text: HAWERA POST OFFICE MAILS are Received and Despatched as follow:—: [167, 147, 319, 162]
- list-item: Mr McAllister's Eclipse: [799, 1090, 861, 1098]
- cattle-heading: CATTLE EXPORT POLICY.: [991, 951, 1067, 959]
- tb-subhead: MR ROSS'S LEASE.: [529, 683, 585, 691]
- pvt-heading: PATEA V. TARANAKI.: [836, 212, 908, 222]
- list-item: Mr P. Smith's Hamlet: [799, 1015, 854, 1023]
- high-water-line: Wednesday—3.10 a.m. 3.31 p.m.: [13, 181, 99, 189]
- table-row: Bran, per ton 5 0 0 to 5 10 0: [13, 678, 157, 686]
- news-item: THE body of a newly born infant has been found on the Kaiwhara beach. There is no clue to the mother.: [329, 786, 473, 801]
- table-row: Wheat 4 6 0 to 5 0: [13, 721, 157, 729]
- column-7: [952, 24, 1106, 1478]
- hawera-heading: HAWERA.: [972, 291, 1086, 314]
